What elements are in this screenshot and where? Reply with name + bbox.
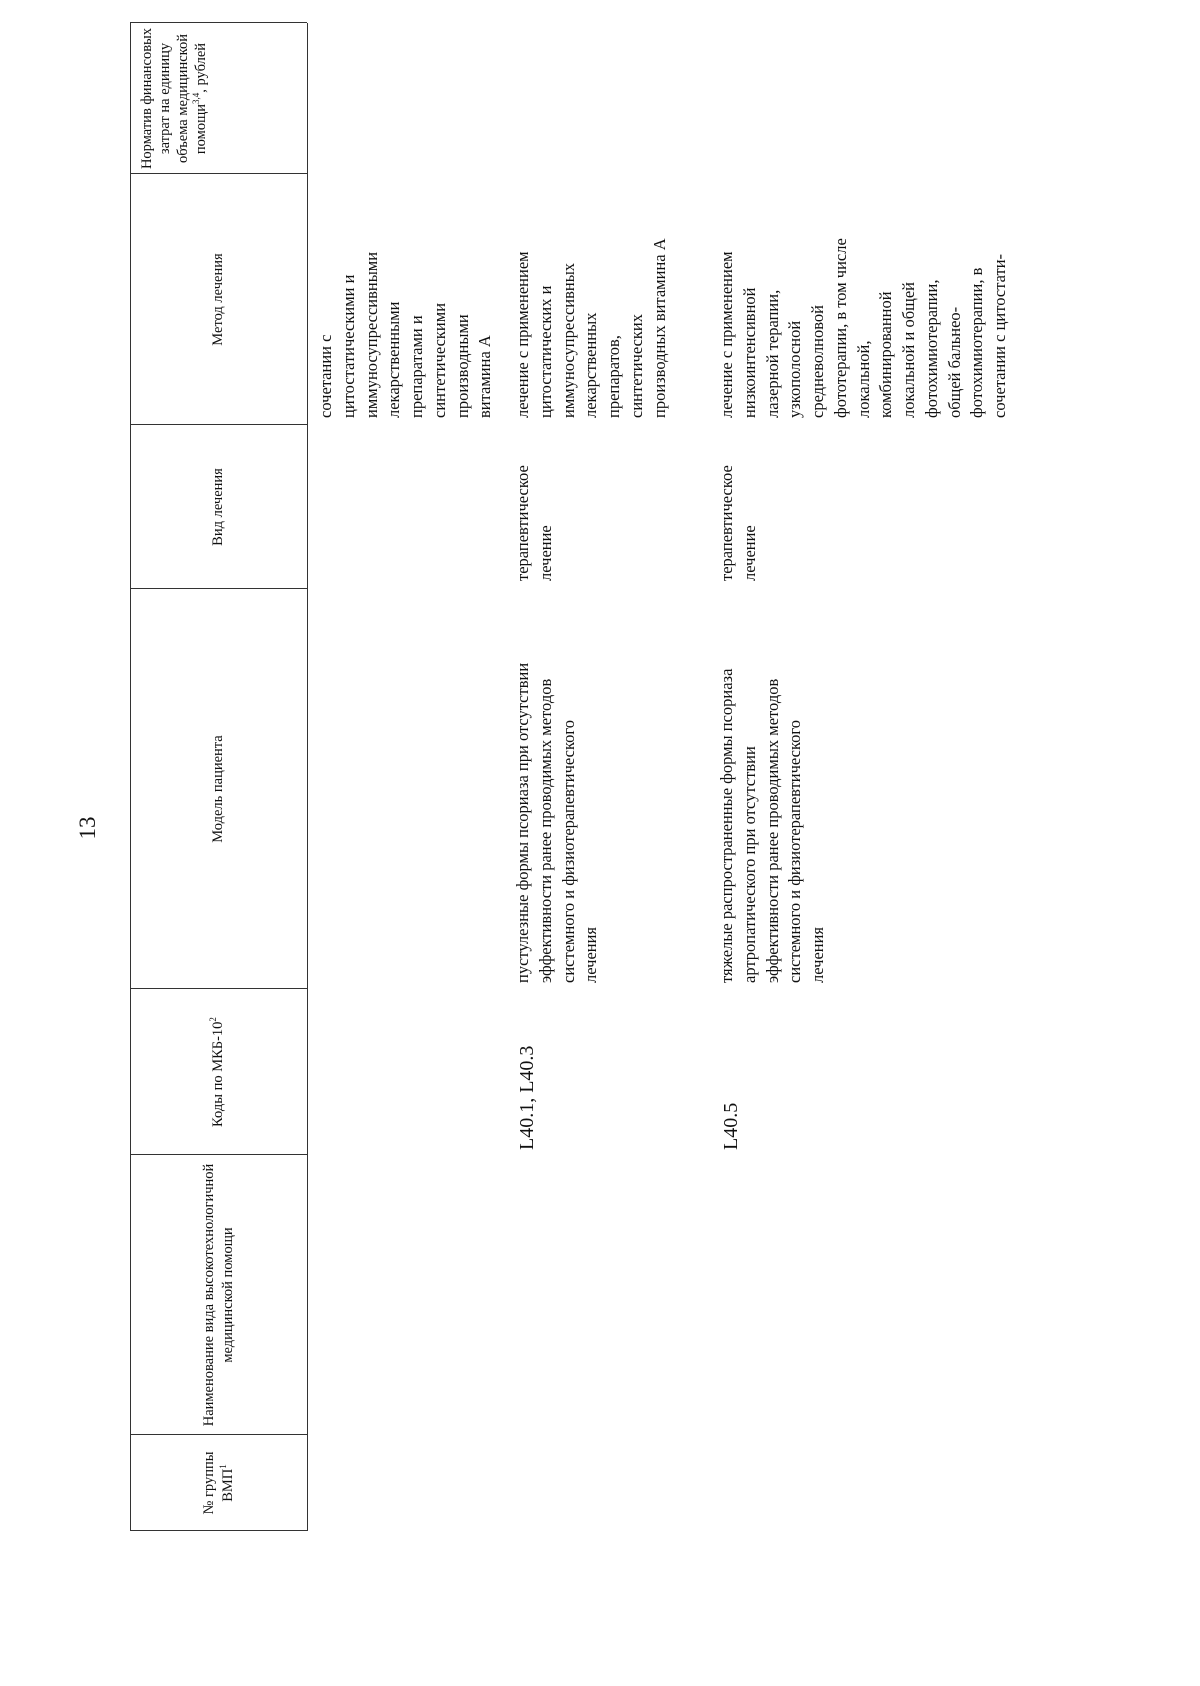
table-row-3-method: лечение с применением низкоинтенсивной лазерной терапии, узкополосной средневолновой фототерапии, в том числе локальной, комбинированной локальной и общей фотохимиотерапии, общей бальнео- фотохимиотерапии, в сочетании с цитостати- bbox=[717, 238, 1010, 418]
table-row-3-codes: L40.5 bbox=[720, 1102, 742, 1150]
table-row-1-method: сочетании с цитостатическими и иммуносупрессивными лекарственными препаратами и синтетическими производными витамина А bbox=[316, 251, 495, 418]
header-vmp-name: Наименование вида высокотехнологичной медицинской помощи bbox=[201, 1163, 236, 1427]
header-treatment-type: Вид лечения bbox=[210, 468, 227, 546]
header-group-no: № группы ВМП$^1$ bbox=[201, 1451, 236, 1515]
header-treatment-method: Метод лечения bbox=[210, 253, 227, 346]
table-row-2-codes: L40.1, L40.3 bbox=[516, 1045, 538, 1150]
table-row-2-patient-model: пустулезные формы псориаза при отсутствии эффективности ранее проводимых методов системного и физиотерапевтического лечения bbox=[513, 662, 601, 983]
header-patient-model: Модель пациента bbox=[210, 735, 227, 843]
table-row-3-patient-model: тяжелые распространенные формы псориаза артропатического при отсутствии эффективности ранее проводимых методов системного и физиотерапевтического лечения bbox=[717, 668, 828, 983]
header-icd-codes: Коды по МКБ-$10^2$ bbox=[208, 1017, 227, 1127]
table-row-2-treatment-type: терапевтическое лечение bbox=[513, 465, 555, 581]
table-header-bottom-border bbox=[307, 23, 308, 1531]
page-number: 13 bbox=[75, 816, 100, 840]
table-row-2-method: лечение с применением цитостатических и иммуносупрессивных лекарственных препаратов, синтетических производных витамина А bbox=[513, 238, 669, 418]
header-cost-norm: Норматив финансовых затрат на единицу объема медицинской помощи$^{3,4}$, рублей bbox=[139, 27, 210, 170]
table-row-3-treatment-type: терапевтическое лечение bbox=[717, 465, 759, 581]
